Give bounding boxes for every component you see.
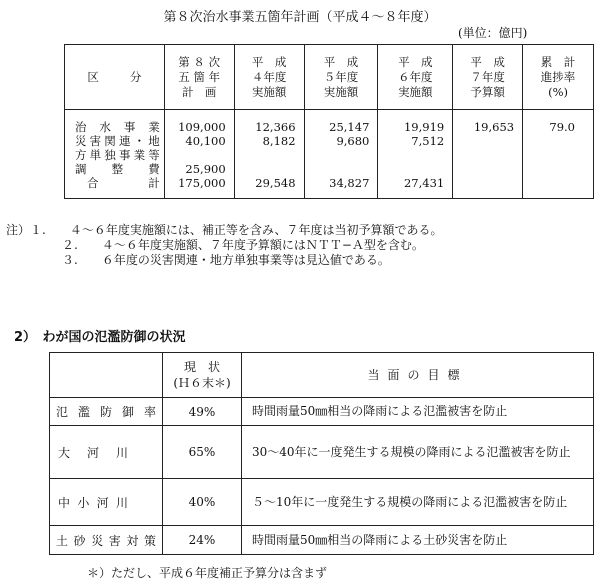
note-3: ３. ６年度の災害関連・地方単独事業等は見込値である。 <box>62 253 390 267</box>
row-status: 40% <box>163 479 242 526</box>
table-row <box>50 426 594 479</box>
cell-y6: 19,919 <box>378 110 453 135</box>
cell-y4: 29,548 <box>234 176 304 199</box>
cell-y4: 8,182 <box>234 134 304 148</box>
cell-rate: 79.0 <box>523 110 594 135</box>
header-y6: 平 成 ６年度 実施額 <box>378 45 453 110</box>
section-title: 2） わが国の氾濫防御の状況 <box>14 330 186 345</box>
cell-y7 <box>453 176 523 199</box>
note-1: 注）１. ４〜６年度実施額には、補正等を含み、７年度は当初予算額である。 <box>6 223 443 237</box>
cell-y7 <box>453 134 523 148</box>
table-row <box>65 110 594 135</box>
row-label: 災害関連・地 <box>65 134 165 148</box>
flood-table-header <box>50 353 594 398</box>
cell-plan: 25,900 <box>164 162 234 176</box>
header-status: 現 状 (Ｈ６末＊) <box>163 353 242 398</box>
row-label: 調整費 <box>65 162 165 176</box>
cell-y6: 27,431 <box>378 176 453 199</box>
cell-y7 <box>453 148 523 162</box>
table-row <box>65 134 594 148</box>
row-category: 中小河川 <box>50 479 163 526</box>
row-category: 氾濫防御率 <box>50 398 163 426</box>
cell-y5 <box>304 148 378 162</box>
flood-defense-table <box>49 352 594 555</box>
cell-plan: 175,000 <box>164 176 234 199</box>
cell-plan: 40,100 <box>164 134 234 148</box>
table-row <box>65 162 594 176</box>
page-title: 第８次治水事業五箇年計画（平成４〜８年度） <box>163 10 437 25</box>
cell-y5: 34,827 <box>304 176 378 199</box>
cell-rate <box>523 176 594 199</box>
cell-y6: 7,512 <box>378 134 453 148</box>
header-plan: 第 ８ 次 五 箇 年 計 画 <box>164 45 234 110</box>
row-goal: 時間雨量50㎜相当の降雨による氾濫被害を防止 <box>242 398 594 426</box>
budget-table-header <box>65 45 594 110</box>
header-goal: 当面の目標 <box>242 353 594 398</box>
cell-y7: 19,653 <box>453 110 523 135</box>
cell-y5: 25,147 <box>304 110 378 135</box>
row-status: 65% <box>163 426 242 479</box>
cell-rate <box>523 134 594 148</box>
cell-y5: 9,680 <box>304 134 378 148</box>
row-goal: 時間雨量50㎜相当の降雨による土砂災害を防止 <box>242 526 594 555</box>
footnote: ＊）ただし、平成６年度補正予算分は含まず <box>87 566 328 580</box>
row-label: 合計 <box>65 176 165 199</box>
cell-y4 <box>234 148 304 162</box>
note-2: ２. ４〜６年度実施額、７年度予算額にはＮＴＴ−Ａ型を含む。 <box>62 238 424 252</box>
table-row <box>50 526 594 555</box>
row-goal: ５〜10年に一度発生する規模の降雨による氾濫被害を防止 <box>242 479 594 526</box>
table-row <box>50 398 594 426</box>
cell-plan <box>164 148 234 162</box>
row-label: 方単独事業等 <box>65 148 165 162</box>
cell-y5 <box>304 162 378 176</box>
table-row <box>50 479 594 526</box>
cell-y6 <box>378 148 453 162</box>
row-category: 大河川 <box>50 426 163 479</box>
budget-table <box>64 44 594 199</box>
header-rate: 累 計 進捗率 (%) <box>523 45 594 110</box>
cell-plan: 109,000 <box>164 110 234 135</box>
header-category: 区 分 <box>65 45 165 110</box>
row-goal: 30〜40年に一度発生する規模の降雨による氾濫被害を防止 <box>242 426 594 479</box>
table-row <box>65 148 594 162</box>
header-y4: 平 成 ４年度 実施額 <box>234 45 304 110</box>
cell-y6 <box>378 162 453 176</box>
header-y5: 平 成 ５年度 実施額 <box>304 45 378 110</box>
cell-y4: 12,366 <box>234 110 304 135</box>
row-status: 49% <box>163 398 242 426</box>
cell-y4 <box>234 162 304 176</box>
cell-y7 <box>453 162 523 176</box>
row-label: 治水事業 <box>65 110 165 135</box>
header-y7: 平 成 ７年度 予算額 <box>453 45 523 110</box>
row-status: 24% <box>163 526 242 555</box>
row-category: 土砂災害対策 <box>50 526 163 555</box>
header-empty <box>50 353 163 398</box>
cell-rate <box>523 162 594 176</box>
unit-label: (単位：億円) <box>458 26 528 40</box>
cell-rate <box>523 148 594 162</box>
table-row <box>65 176 594 199</box>
